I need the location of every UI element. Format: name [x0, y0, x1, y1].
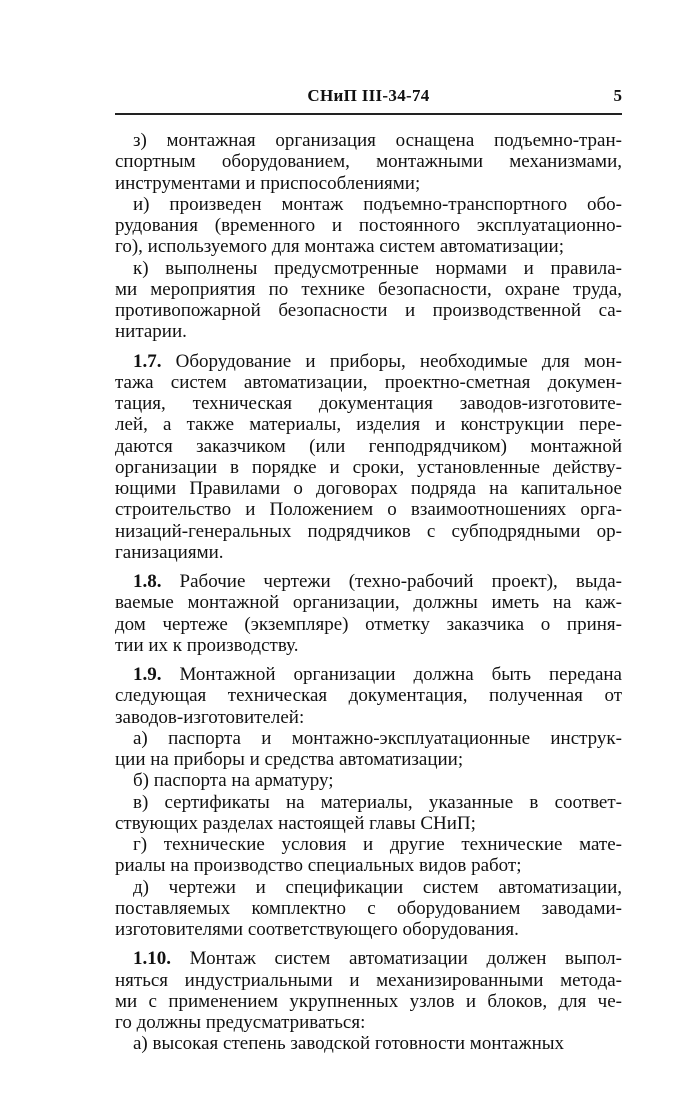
line-text: строительство и Положением о взаимоотношениях орга- — [115, 499, 622, 521]
text-line — [115, 1012, 622, 1033]
text-line — [115, 728, 622, 749]
text-line — [115, 571, 622, 592]
text-line — [115, 834, 622, 855]
line-text: следующая техническая документация, полученная от — [115, 685, 622, 707]
paragraph-gap — [115, 343, 622, 351]
paragraph — [115, 834, 622, 877]
text-line — [115, 436, 622, 457]
line-text: ствующих разделах настоящей главы СНиП; — [115, 812, 476, 834]
text-line — [115, 749, 622, 770]
line-text: Оборудование и приборы, необходимые для мон- — [161, 350, 622, 372]
paragraph-gap — [115, 940, 622, 948]
text-line — [115, 393, 622, 414]
text-line — [115, 258, 622, 279]
text-line — [115, 877, 622, 898]
text-line — [115, 236, 622, 257]
paragraph — [115, 664, 622, 728]
paragraph — [115, 770, 622, 791]
line-text: го), используемого для монтажа систем автоматизации; — [115, 236, 564, 258]
page-number: 5 — [613, 86, 622, 105]
header-rule — [115, 113, 622, 115]
line-text: и) произведен монтаж подъемно-транспортного обо- — [133, 193, 622, 215]
line-text: даются заказчиком (или генподрядчиком) монтажной — [115, 435, 622, 457]
text-line — [115, 685, 622, 706]
line-text: д) чертежи и спецификации систем автоматизации, — [133, 876, 622, 898]
line-text: ганизациями. — [115, 541, 224, 563]
line-text: нитарии. — [115, 321, 187, 343]
line-text: тии их к производству. — [115, 634, 299, 656]
text-line — [115, 770, 622, 791]
paragraph — [115, 130, 622, 194]
paragraph — [115, 728, 622, 771]
text-line — [115, 592, 622, 613]
text-line — [115, 707, 622, 728]
line-text: ваемые монтажной организации, должны иметь на каж- — [115, 592, 622, 614]
line-text: в) сертификаты на материалы, указанные в соответ- — [133, 791, 622, 813]
text-line — [115, 792, 622, 813]
paragraph — [115, 571, 622, 656]
paragraph — [115, 194, 622, 258]
section-number: 1.7. — [133, 350, 162, 372]
text-line — [115, 300, 622, 321]
line-text: ми мероприятия по технике безопасности, охране труда, — [115, 278, 622, 300]
line-text: ющими Правилами о договорах подряда на капитальное — [115, 478, 622, 499]
line-text: рудования (временного и постоянного эксплуатационно- — [115, 215, 622, 236]
paragraph — [115, 877, 622, 941]
text-line — [115, 991, 622, 1012]
line-text: Рабочие чертежи (техно-рабочий проект), выда- — [161, 571, 622, 592]
line-text: к) выполнены предусмотренные нормами и правила- — [133, 257, 622, 279]
text-line — [115, 130, 622, 151]
line-text: противопожарной безопасности и производственной са- — [115, 300, 622, 321]
line-text: Монтаж систем автоматизации должен выпол- — [171, 948, 622, 970]
line-text: го должны предусматриваться: — [115, 1012, 366, 1033]
line-text: з) монтажная организация оснащена подъемно-тран- — [133, 130, 622, 151]
text-line — [115, 813, 622, 834]
line-text: тация, техническая документация заводов-изготовите- — [115, 393, 622, 414]
paragraph — [115, 1033, 622, 1054]
text-line — [115, 372, 622, 393]
line-text: организации в порядке и сроки, установленные действу- — [115, 456, 622, 478]
text-line — [115, 542, 622, 563]
line-text: г) технические условия и другие технические мате- — [133, 834, 622, 855]
text-line — [115, 855, 622, 876]
line-text: б) паспорта на арматуру; — [133, 770, 334, 792]
line-text: няться индустриальными и механизированными метода- — [115, 969, 622, 991]
page-header — [115, 86, 622, 116]
text-line — [115, 194, 622, 215]
text-line — [115, 215, 622, 236]
line-text: поставляемых комплектно с оборудованием заводами- — [115, 897, 622, 919]
text-line — [115, 898, 622, 919]
line-text: Монтажной организации должна быть передана — [161, 664, 622, 685]
paragraph-gap — [115, 563, 622, 571]
line-text: спортным оборудованием, монтажными механизмами, — [115, 151, 622, 173]
text-line — [115, 948, 622, 969]
text-line — [115, 351, 622, 372]
text-line — [115, 321, 622, 342]
paragraph — [115, 792, 622, 835]
line-text: а) паспорта и монтажно-эксплуатационные инструк- — [133, 727, 622, 749]
section-number: 1.8. — [133, 571, 162, 592]
text-line — [115, 664, 622, 685]
document-body — [115, 130, 622, 1055]
line-text: дом чертеже (экземпляре) отметку заказчика о приня- — [115, 613, 622, 635]
line-text: ции на приборы и средства автоматизации; — [115, 749, 464, 770]
text-line — [115, 970, 622, 991]
line-text: лей, а также материалы, изделия и конструкции пере- — [115, 414, 622, 436]
section-number: 1.9. — [133, 664, 162, 685]
line-text: инструментами и приспособлениями; — [115, 172, 421, 194]
line-text: заводов-изготовителей: — [115, 706, 305, 728]
paragraph — [115, 351, 622, 564]
text-line — [115, 499, 622, 520]
line-text: а) высокая степень заводской готовности монтажных — [133, 1033, 565, 1055]
section-number: 1.10. — [133, 948, 171, 970]
text-line — [115, 279, 622, 300]
text-line — [115, 521, 622, 542]
text-line — [115, 414, 622, 435]
text-line — [115, 478, 622, 499]
text-line — [115, 1033, 622, 1054]
text-line — [115, 457, 622, 478]
running-title: СНиП III-34-74 — [307, 86, 430, 105]
paragraph-gap — [115, 656, 622, 664]
line-text: риалы на производство специальных видов работ; — [115, 855, 522, 877]
text-line — [115, 173, 622, 194]
line-text: изготовителями соответствующего оборудования. — [115, 919, 519, 940]
line-text: низаций-генеральных подрядчиков с субподрядными ор- — [115, 520, 622, 542]
paragraph — [115, 258, 622, 343]
text-line — [115, 151, 622, 172]
line-text: ми с применением укрупненных узлов и блоков, для че- — [115, 990, 622, 1012]
text-line — [115, 919, 622, 940]
paragraph — [115, 948, 622, 1033]
text-line — [115, 614, 622, 635]
text-line — [115, 635, 622, 656]
line-text: тажа систем автоматизации, проектно-сметная докумен- — [115, 371, 622, 393]
